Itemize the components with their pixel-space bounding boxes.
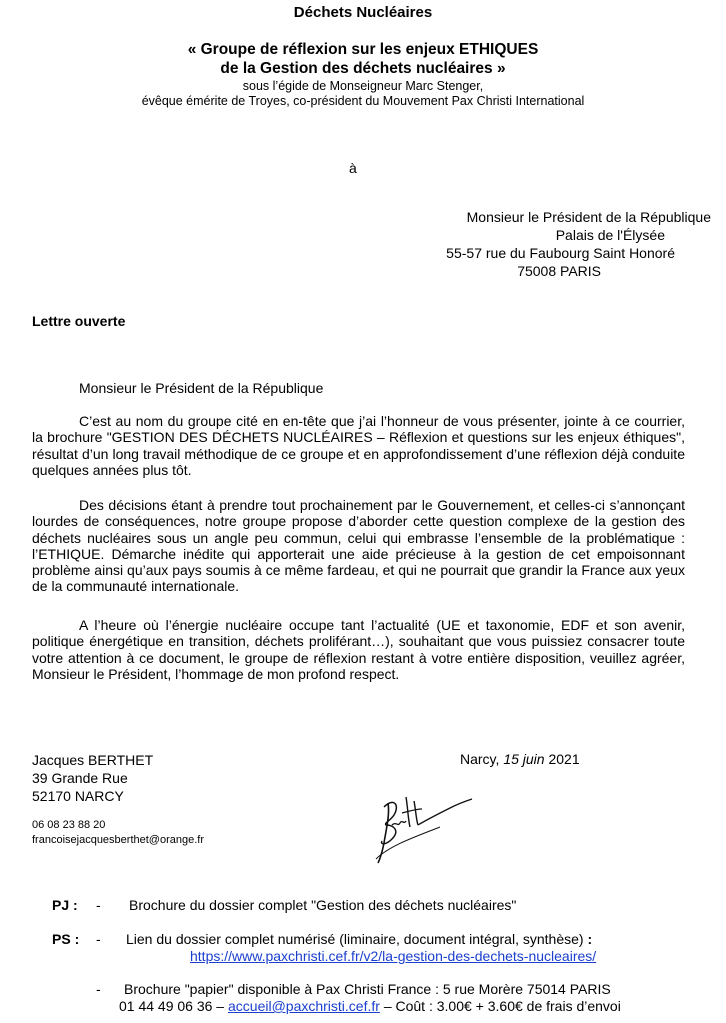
paragraph-2-text: Des décisions étant à prendre tout prochainement par le Gouvernement, et celles-ci s’annonçant lourdes de conséquences, notre groupe propose d’aborder cette question complexe de la gestion des déchets nucléaires sous un angle peu commun, celui qui embrasse l’ensemble de la problématique : l’ETHIQUE. Démarche inédite qui apporterait une aide précieuse à la gestion de cet empoisonnant problème ainsi qu’aux pays soumis à ce même fardeau, et qui ne pourrait que grandir la France aux yeux de la communauté internationale. (32, 497, 685, 595)
ps2-cost: – Coût : 3.00€ + 3.60€ de frais d’envoi (379, 998, 621, 1014)
handwritten-signature (370, 775, 480, 878)
pj-label: PJ : (52, 897, 78, 913)
ps-text-content: Lien du dossier complet numérisé (liminaire, document intégral, synthèse) (126, 931, 588, 947)
ps-label: PS : (52, 931, 80, 947)
recipient-line3: 55-57 rue du Faubourg Saint Honoré (446, 245, 675, 261)
ps-dash: - (96, 931, 101, 947)
patron-line1: sous l’égide de Monseigneur Marc Stenger, (242, 79, 484, 93)
paragraph-3-text: A l’heure où l’énergie nucléaire occupe tant l’actualité (UE et taxonomie, EDF et son avenir, politique énergétique en transition, déchets proliférant…), souhaitant que vous puissiez consacrer toute votre attention à ce document, le groupe de réflexion restant à votre entière disposition, veuillez agréer, Monsieur le Président, l’hommage de mon profond respect. (32, 617, 685, 682)
group-name-line1: « Groupe de réflexion sur les enjeux ETHIQUES (187, 41, 539, 58)
contact-email-link[interactable]: accueil@paxchristi.cef.fr (228, 998, 380, 1014)
sender-phone: 06 08 23 88 20 (32, 819, 106, 831)
recipient-line4: 75008 PARIS (517, 263, 601, 279)
ps-text (126, 931, 592, 947)
ps2-phone: 01 44 49 06 36 – (119, 998, 228, 1014)
sender-email: francoisejacquesberthet@orange.fr (32, 834, 204, 846)
dossier-link[interactable]: https://www.paxchristi.cef.fr/v2/la-gestion-des-dechets-nucleaires/ (190, 948, 597, 964)
recipient-line2: Palais de l'Élysée (555, 227, 665, 243)
sender-contact (32, 818, 204, 848)
date-day-month: 15 juin (503, 751, 545, 767)
group-name (0, 40, 726, 78)
ps2-line2 (119, 998, 621, 1014)
recipient-address (380, 208, 711, 280)
letter-type: Lettre ouverte (32, 313, 126, 329)
body-paragraph-3 (32, 617, 685, 682)
pj-text: Brochure du dossier complet "Gestion des déchets nucléaires" (129, 897, 517, 913)
sender-name: Jacques BERTHET (32, 752, 154, 768)
ps2-dash: - (96, 981, 101, 997)
date-year: 2021 (544, 751, 580, 767)
salutation: Monsieur le Président de la République (79, 380, 324, 396)
recipient-line1: Monsieur le Président de la République (466, 209, 711, 225)
ps-colon: : (587, 931, 593, 947)
body-paragraph-1 (32, 413, 685, 478)
document-title: Déchets Nucléaires (293, 4, 433, 21)
group-name-line2: de la Gestion des déchets nucléaires » (220, 60, 506, 77)
to-word: à (349, 160, 357, 176)
sender-city: 52170 NARCY (32, 788, 124, 804)
pj-dash: - (96, 897, 101, 913)
patron-line2: évêque émérite de Troyes, co-président du Mouvement Pax Christi International (141, 94, 585, 108)
paragraph-1-text: C’est au nom du groupe cité en en-tête que j’ai l’honneur de vous présenter, jointe à ce courrier, la brochure "GESTION DES DÉCHETS NUCLÉAIRES – Réflexion et questions sur les enjeux éthiques", résultat d’un long travail méthodique de ce groupe et en approfondissement d’une réflexion déjà conduite quelques années plus tôt. (32, 413, 685, 478)
body-paragraph-2 (32, 497, 685, 595)
sender-block (32, 751, 153, 805)
sender-street: 39 Grande Rue (32, 770, 128, 786)
letter-date (460, 751, 580, 767)
ps2-line1: Brochure "papier" disponible à Pax Christi France : 5 rue Morère 75014 PARIS (124, 981, 611, 997)
date-place: Narcy, (460, 751, 504, 767)
